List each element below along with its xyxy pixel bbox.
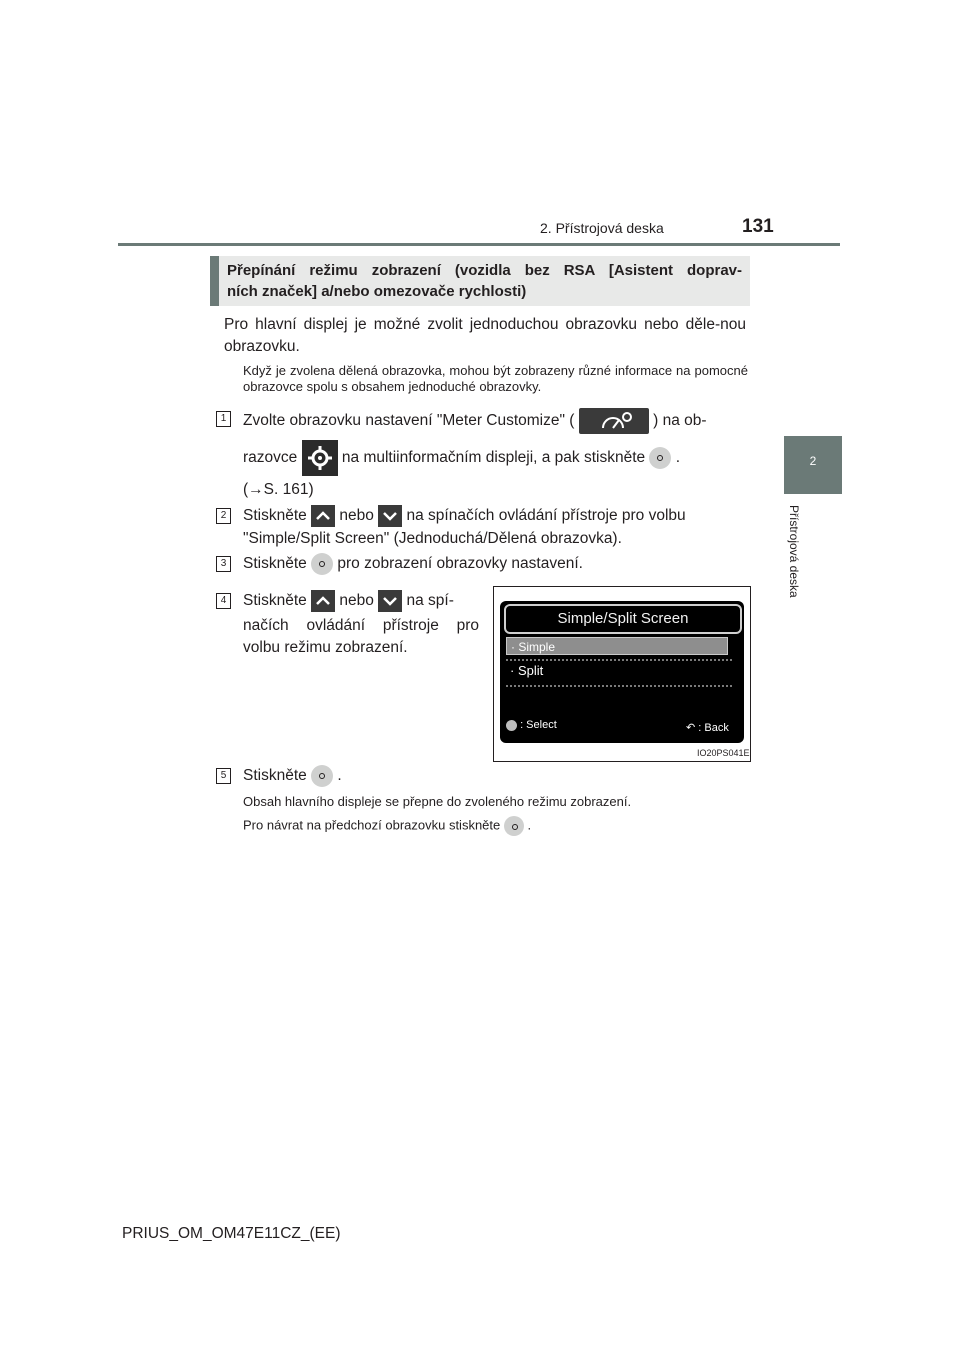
step-2-text-a: Stiskněte bbox=[243, 507, 307, 524]
step-4-text-b: nebo bbox=[339, 592, 374, 609]
enter-button-icon bbox=[311, 765, 333, 787]
meter-customize-icon bbox=[579, 408, 649, 434]
note-paragraph: Když je zvolena dělená obrazovka, mohou být zobrazeny různé informace na pomocné obrazovce spolu s obsahem jednoduché obrazovky. bbox=[243, 363, 748, 394]
step-2-line-1 bbox=[243, 504, 748, 528]
step-3-text-b: pro zobrazení obrazovky nastavení. bbox=[337, 555, 583, 572]
result-note: Obsah hlavního displeje se přepne do zvoleného režimu zobrazení. bbox=[243, 794, 632, 809]
back-arrow-icon: ↶ bbox=[686, 722, 696, 734]
step-4-line-2: načích ovládání přístroje pro bbox=[243, 617, 479, 634]
step-1-text-c: razovce bbox=[243, 449, 298, 467]
up-arrow-icon bbox=[311, 505, 335, 527]
dotted-divider bbox=[506, 659, 734, 661]
option-split: · Split bbox=[510, 663, 544, 678]
step-2-text-c: na spínačích ovládání přístroje pro volbu bbox=[406, 507, 686, 524]
chapter-label-text: Přístrojová deska bbox=[787, 505, 801, 598]
heading-line-1: Přepínání režimu zobrazení (vozidla bez RSA [Asistent doprav- bbox=[227, 262, 742, 279]
back-note bbox=[243, 816, 531, 836]
select-hint bbox=[506, 719, 557, 731]
dotted-divider bbox=[506, 685, 734, 687]
meter-screen bbox=[500, 601, 744, 743]
screen-title: Simple/Split Screen bbox=[504, 604, 742, 634]
step-1-ref: (→S. 161) bbox=[243, 481, 314, 498]
select-label: : Select bbox=[520, 719, 557, 731]
step-1-text-e: . bbox=[675, 449, 681, 467]
gear-icon bbox=[302, 440, 338, 476]
chapter-tab: 2 bbox=[784, 436, 842, 494]
figure-code: IO20PS041E bbox=[697, 748, 750, 758]
heading-accent-bar bbox=[210, 256, 219, 306]
back-note-end: . bbox=[527, 817, 532, 833]
down-arrow-icon bbox=[378, 590, 402, 612]
back-button-icon bbox=[504, 816, 524, 836]
header-rule bbox=[118, 243, 840, 246]
step-number-1: 1 bbox=[216, 411, 231, 427]
step-5-text-b: . bbox=[337, 767, 342, 784]
heading-line-2: ních značek] a/nebo omezovače rychlosti) bbox=[227, 283, 527, 300]
enter-button-icon bbox=[649, 447, 671, 469]
section-heading-box bbox=[210, 256, 750, 306]
chapter-label bbox=[787, 505, 803, 615]
step-number-5: 5 bbox=[216, 768, 231, 784]
intro-paragraph: Pro hlavní displej je možné zvolit jednoduchou obrazovku nebo děle-nou obrazovku. bbox=[224, 316, 746, 355]
section-heading bbox=[227, 260, 742, 302]
step-2-text-b: nebo bbox=[339, 507, 374, 524]
step-1-text-d: na multiinformačním displeji, a pak stiskněte bbox=[341, 449, 646, 467]
step-1-text-b: ) na ob- bbox=[653, 412, 707, 430]
display-illustration bbox=[493, 586, 751, 762]
select-button-icon bbox=[506, 720, 517, 731]
step-3-line bbox=[243, 552, 583, 576]
step-2-line-2: "Simple/Split Screen" (Jednoduchá/Dělená obrazovka). bbox=[243, 530, 622, 547]
down-arrow-icon bbox=[378, 505, 402, 527]
step-number-3: 3 bbox=[216, 556, 231, 572]
back-hint bbox=[686, 721, 729, 734]
step-5-line bbox=[243, 764, 342, 788]
step-1-line-1 bbox=[243, 408, 748, 434]
back-label: : Back bbox=[698, 722, 729, 734]
back-note-text: Pro návrat na předchozí obrazovku stiskněte bbox=[243, 817, 501, 833]
step-4-text-a: Stiskněte bbox=[243, 592, 307, 609]
step-3-text-a: Stiskněte bbox=[243, 555, 307, 572]
section-title: 2. Přístrojová deska bbox=[540, 220, 664, 236]
step-4-text-c: na spí- bbox=[406, 592, 454, 609]
step-1-line-2 bbox=[243, 440, 748, 476]
step-4-line-1 bbox=[243, 589, 479, 613]
enter-button-icon bbox=[311, 553, 333, 575]
step-number-2: 2 bbox=[216, 508, 231, 524]
step-number-4: 4 bbox=[216, 593, 231, 609]
up-arrow-icon bbox=[311, 590, 335, 612]
step-1-text-a: Zvolte obrazovku nastavení "Meter Customize" ( bbox=[243, 412, 575, 430]
step-5-text-a: Stiskněte bbox=[243, 767, 307, 784]
option-simple: · Simple bbox=[506, 637, 728, 655]
document-code: PRIUS_OM_OM47E11CZ_(EE) bbox=[122, 1225, 341, 1242]
page-number: 131 bbox=[742, 216, 774, 237]
step-4-line-3: volbu režimu zobrazení. bbox=[243, 639, 408, 656]
